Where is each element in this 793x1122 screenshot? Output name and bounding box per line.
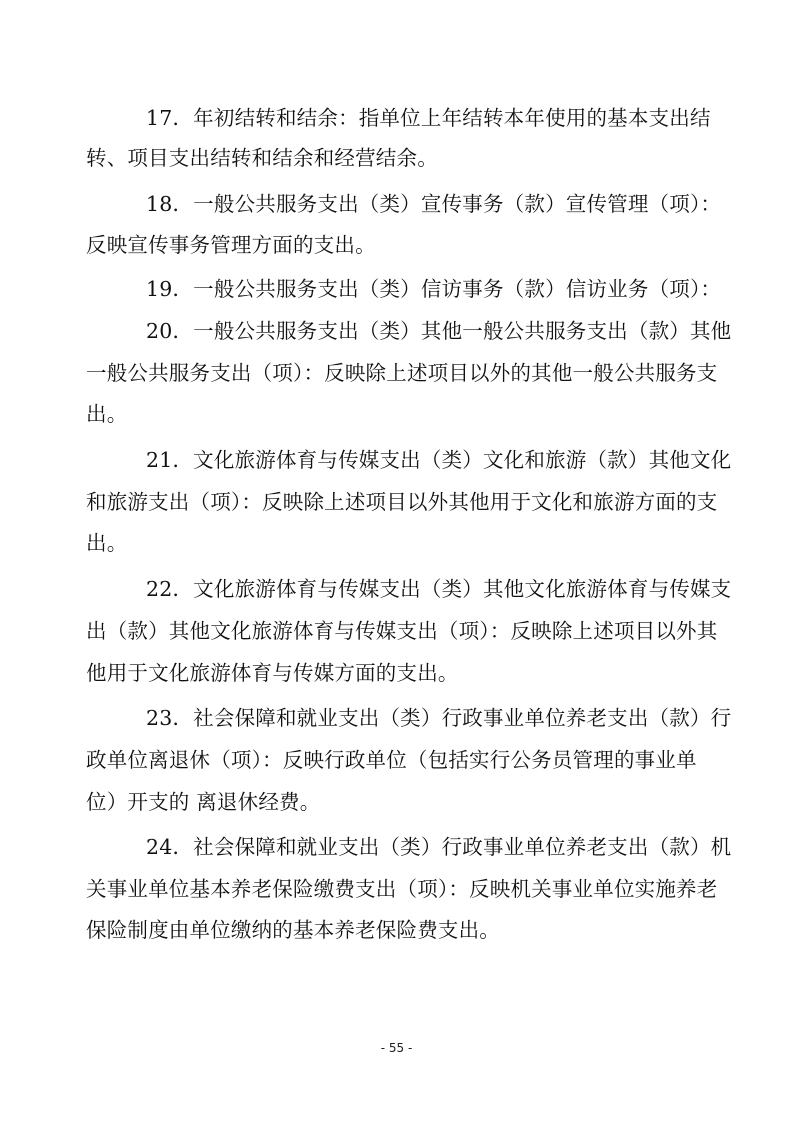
paragraph-24-line-2: 关事业单位基本养老保险缴费支出（项）：反映机关事业单位实施养老 [86,877,718,901]
paragraph-24-line-1: 24．社会保障和就业支出（类）行政事业单位养老支出（款）机 [146,835,732,859]
paragraph-20-line-1: 20．一般公共服务支出（类）其他一般公共服务支出（款）其他 [146,319,732,343]
paragraph-23-line-3: 位）开支的 离退休经费。 [86,790,321,814]
paragraph-19-line-1: 19．一般公共服务支出（类）信访事务（款）信访业务（项）： [146,277,722,301]
paragraph-20-line-3: 出。 [86,402,128,426]
paragraph-21-line-2: 和旅游支出（项）：反映除上述项目以外其他用于文化和旅游方面的支 [86,490,718,514]
paragraph-22-line-3: 他用于文化旅游体育与传媒方面的支出。 [86,661,459,685]
paragraph-21-line-1: 21．文化旅游体育与传媒支出（类）文化和旅游（款）其他文化 [146,448,732,472]
paragraph-22-line-2: 出（款）其他文化旅游体育与传媒支出（项）：反映除上述项目以外其 [86,619,718,643]
page-number: - 55 - [380,1041,413,1055]
paragraph-20-line-2: 一般公共服务支出（项）：反映除上述项目以外的其他一般公共服务支 [86,361,718,385]
paragraph-18-line-2: 反映宣传事务管理方面的支出。 [86,233,376,257]
paragraph-24-line-3: 保险制度由单位缴纳的基本养老保险费支出。 [86,918,500,942]
paragraph-17-line-1: 17．年初结转和结余：指单位上年结转本年使用的基本支出结 [146,106,711,130]
paragraph-17-line-2: 转、项目支出结转和结余和经营结余。 [86,146,438,170]
paragraph-22-line-1: 22．文化旅游体育与传媒支出（类）其他文化旅游体育与传媒支 [146,577,732,601]
paragraph-18-line-1: 18．一般公共服务支出（类）宣传事务（款）宣传管理（项）： [146,192,722,216]
paragraph-23-line-2: 政单位离退休（项）：反映行政单位（包括实行公务员管理的事业单 [86,748,697,772]
paragraph-21-line-3: 出。 [86,531,128,555]
paragraph-23-line-1: 23．社会保障和就业支出（类）行政事业单位养老支出（款）行 [146,706,732,730]
